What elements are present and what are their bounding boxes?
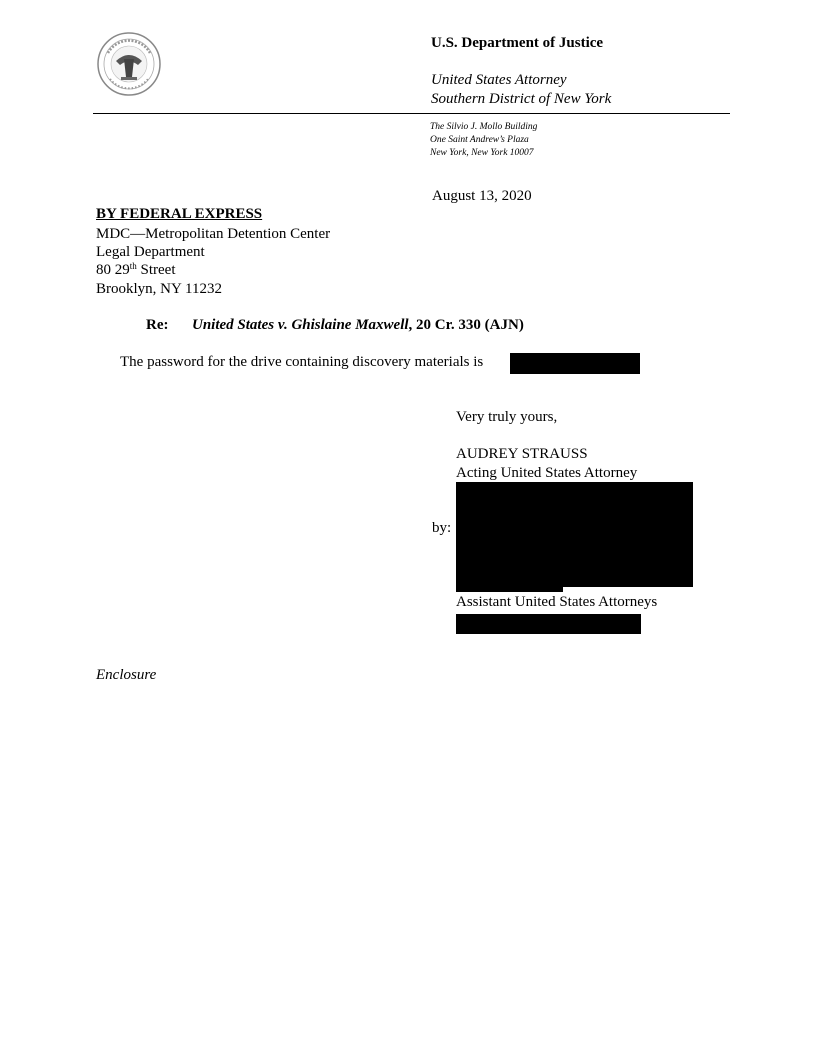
- delivery-method: BY FEDERAL EXPRESS: [96, 206, 263, 222]
- doj-seal-logo: [94, 31, 164, 97]
- street-name: Street: [136, 262, 176, 278]
- letterhead-divider: [93, 113, 730, 114]
- signer-title: Acting United States Attorney: [456, 465, 638, 481]
- street-number: 80 29: [96, 262, 130, 278]
- recipient-line-4: Brooklyn, NY 11232: [96, 281, 222, 297]
- letter-date: August 13, 2020: [432, 188, 532, 204]
- street-ordinal-suffix: th: [129, 261, 137, 271]
- redaction-password: [510, 353, 640, 374]
- re-case: [192, 317, 524, 334]
- office-address-line-1: The Silvio J. Mollo Building: [430, 122, 538, 132]
- redaction-signatures: [456, 482, 693, 587]
- redaction-signatures-tail: [456, 586, 563, 592]
- by-label: by:: [432, 520, 452, 536]
- office-line-1: United States Attorney: [431, 72, 567, 88]
- enclosure-note: Enclosure: [96, 667, 157, 683]
- office-address-line-2: One Saint Andrew’s Plaza: [430, 135, 529, 145]
- office-line-2: Southern District of New York: [431, 91, 612, 107]
- recipient-line-2: Legal Department: [96, 244, 205, 260]
- closing: Very truly yours,: [456, 409, 558, 425]
- case-number: , 20 Cr. 330 (AJN): [408, 317, 524, 333]
- case-name: United States v. Ghislaine Maxwell: [192, 317, 409, 333]
- department-name: U.S. Department of Justice: [431, 35, 604, 51]
- recipient-line-1: MDC—Metropolitan Detention Center: [96, 226, 331, 242]
- re-label: Re:: [146, 317, 169, 333]
- redaction-contact: [456, 614, 641, 634]
- assistant-attorneys-title: Assistant United States Attorneys: [456, 594, 658, 610]
- office-address-line-3: New York, New York 10007: [430, 148, 534, 158]
- body-paragraph: The password for the drive containing discovery materials is: [120, 354, 484, 370]
- signer-name: AUDREY STRAUSS: [456, 446, 588, 462]
- recipient-street: [96, 262, 176, 279]
